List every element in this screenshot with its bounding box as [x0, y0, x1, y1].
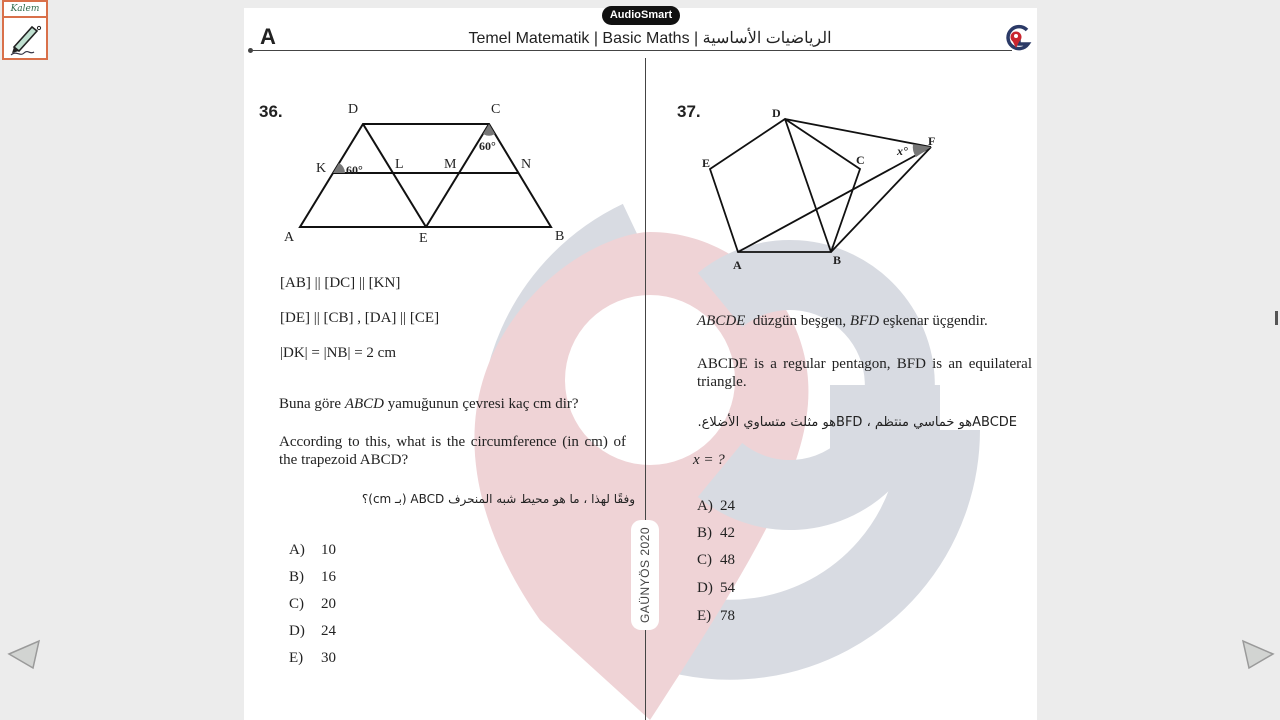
header-divider-dot — [248, 48, 253, 53]
option-value: 54 — [720, 580, 735, 596]
point-N: N — [521, 157, 532, 172]
question-36-arabic: وفقًا لهذا ، ما هو محيط شبه المنحرف ABCD (بـ cm)؟ — [361, 492, 635, 506]
booklet-letter: A — [260, 24, 276, 49]
option-value: 16 — [321, 569, 336, 585]
point-F: F — [928, 134, 936, 148]
tr-text-2: eşkenar üçgendir. — [879, 313, 988, 329]
audiosmart-badge[interactable]: AudioSmart — [602, 6, 680, 25]
option-value: 42 — [720, 525, 735, 541]
option-label: D) — [289, 623, 305, 639]
q37-option-d[interactable] — [697, 580, 735, 597]
q37-option-e[interactable] — [697, 608, 735, 625]
option-value: 78 — [720, 608, 735, 624]
option-value: 20 — [321, 596, 336, 612]
given-2: [DE] || [CB] , [DA] || [CE] — [280, 310, 440, 326]
tr-text: düzgün beşgen, — [745, 313, 850, 329]
option-label: D) — [697, 580, 713, 596]
exam-stamp-text: GAÜNYÖS 2020 — [638, 526, 652, 624]
tr-text-2: yamuğunun çevresi kaç cm dir? — [384, 396, 579, 412]
angle-c-label: 60° — [479, 139, 496, 153]
question-36-english: According to this, what is the circumference (in cm) of the trapezoid ABCD? — [279, 434, 626, 468]
tr-var: ABCD — [344, 396, 384, 412]
column-divider-lower — [645, 630, 646, 720]
given-1: [AB] || [DC] || [KN] — [280, 275, 401, 291]
q36-option-e[interactable] — [289, 650, 336, 667]
point-A: A — [284, 230, 295, 245]
column-divider — [645, 58, 646, 520]
page-title: Temel Matematik | Basic Maths | الرياضيات الأساسية — [468, 30, 832, 47]
option-value: 24 — [720, 498, 735, 514]
angle-k-label: 60° — [346, 163, 363, 177]
point-E: E — [419, 231, 428, 246]
question-37-turkish — [697, 312, 988, 330]
header-divider — [250, 50, 1012, 51]
tr-var-2: BFD — [849, 313, 880, 329]
q36-option-b[interactable] — [289, 569, 336, 586]
given-3: |DK| = |NB| = 2 cm — [280, 345, 397, 361]
pentagon-figure — [700, 110, 940, 260]
option-label: A) — [697, 498, 713, 514]
option-value: 24 — [321, 623, 336, 639]
point-C: C — [491, 102, 501, 117]
question-37-number: 37. — [677, 102, 701, 121]
point-D: D — [772, 106, 781, 120]
question-37-arabic: ABCDEهو خماسي منتظم ، BFDهو مثلث متساوي الأضلاع. — [697, 415, 1017, 430]
option-label: E) — [697, 608, 712, 624]
q36-option-a[interactable] — [289, 542, 336, 559]
tr-text: Buna göre — [279, 396, 345, 412]
question-37-english: ABCDE is a regular pentagon, BFD is an equilateral triangle. — [697, 356, 1032, 390]
question-37-ask: x = ? — [693, 452, 725, 468]
option-label: A) — [289, 542, 305, 558]
option-label: C) — [289, 596, 304, 612]
point-B: B — [833, 253, 842, 267]
kalem-label: Kalem — [4, 2, 46, 18]
point-K: K — [316, 161, 327, 176]
option-label: B) — [697, 525, 712, 541]
point-E: E — [702, 156, 711, 170]
q37-option-b[interactable] — [697, 525, 735, 542]
point-A: A — [733, 258, 742, 272]
point-M: M — [444, 157, 457, 172]
pen-icon — [8, 19, 44, 57]
point-B: B — [555, 229, 565, 244]
option-value: 10 — [321, 542, 336, 558]
point-D: D — [348, 102, 359, 117]
q37-option-a[interactable] — [697, 498, 735, 515]
point-L: L — [395, 157, 404, 172]
tr-var: ABCDE — [697, 313, 746, 329]
option-value: 30 — [321, 650, 336, 666]
question-36-turkish — [279, 395, 579, 413]
point-C: C — [856, 153, 865, 167]
angle-x-label: x° — [897, 144, 908, 158]
question-36-number: 36. — [259, 102, 283, 121]
q36-option-d[interactable] — [289, 623, 336, 640]
option-label: B) — [289, 569, 304, 585]
kalem-pen-tool[interactable] — [2, 0, 48, 60]
option-value: 48 — [720, 552, 735, 568]
previous-page-arrow-icon[interactable] — [6, 636, 42, 672]
option-label: C) — [697, 552, 712, 568]
exam-stamp — [631, 520, 659, 630]
option-label: E) — [289, 650, 304, 666]
q36-option-c[interactable] — [289, 596, 336, 613]
scrollbar-handle[interactable] — [1275, 311, 1278, 325]
q37-option-c[interactable] — [697, 552, 735, 569]
next-page-arrow-icon[interactable] — [1240, 636, 1276, 672]
gaun-logo-icon — [1003, 24, 1033, 52]
